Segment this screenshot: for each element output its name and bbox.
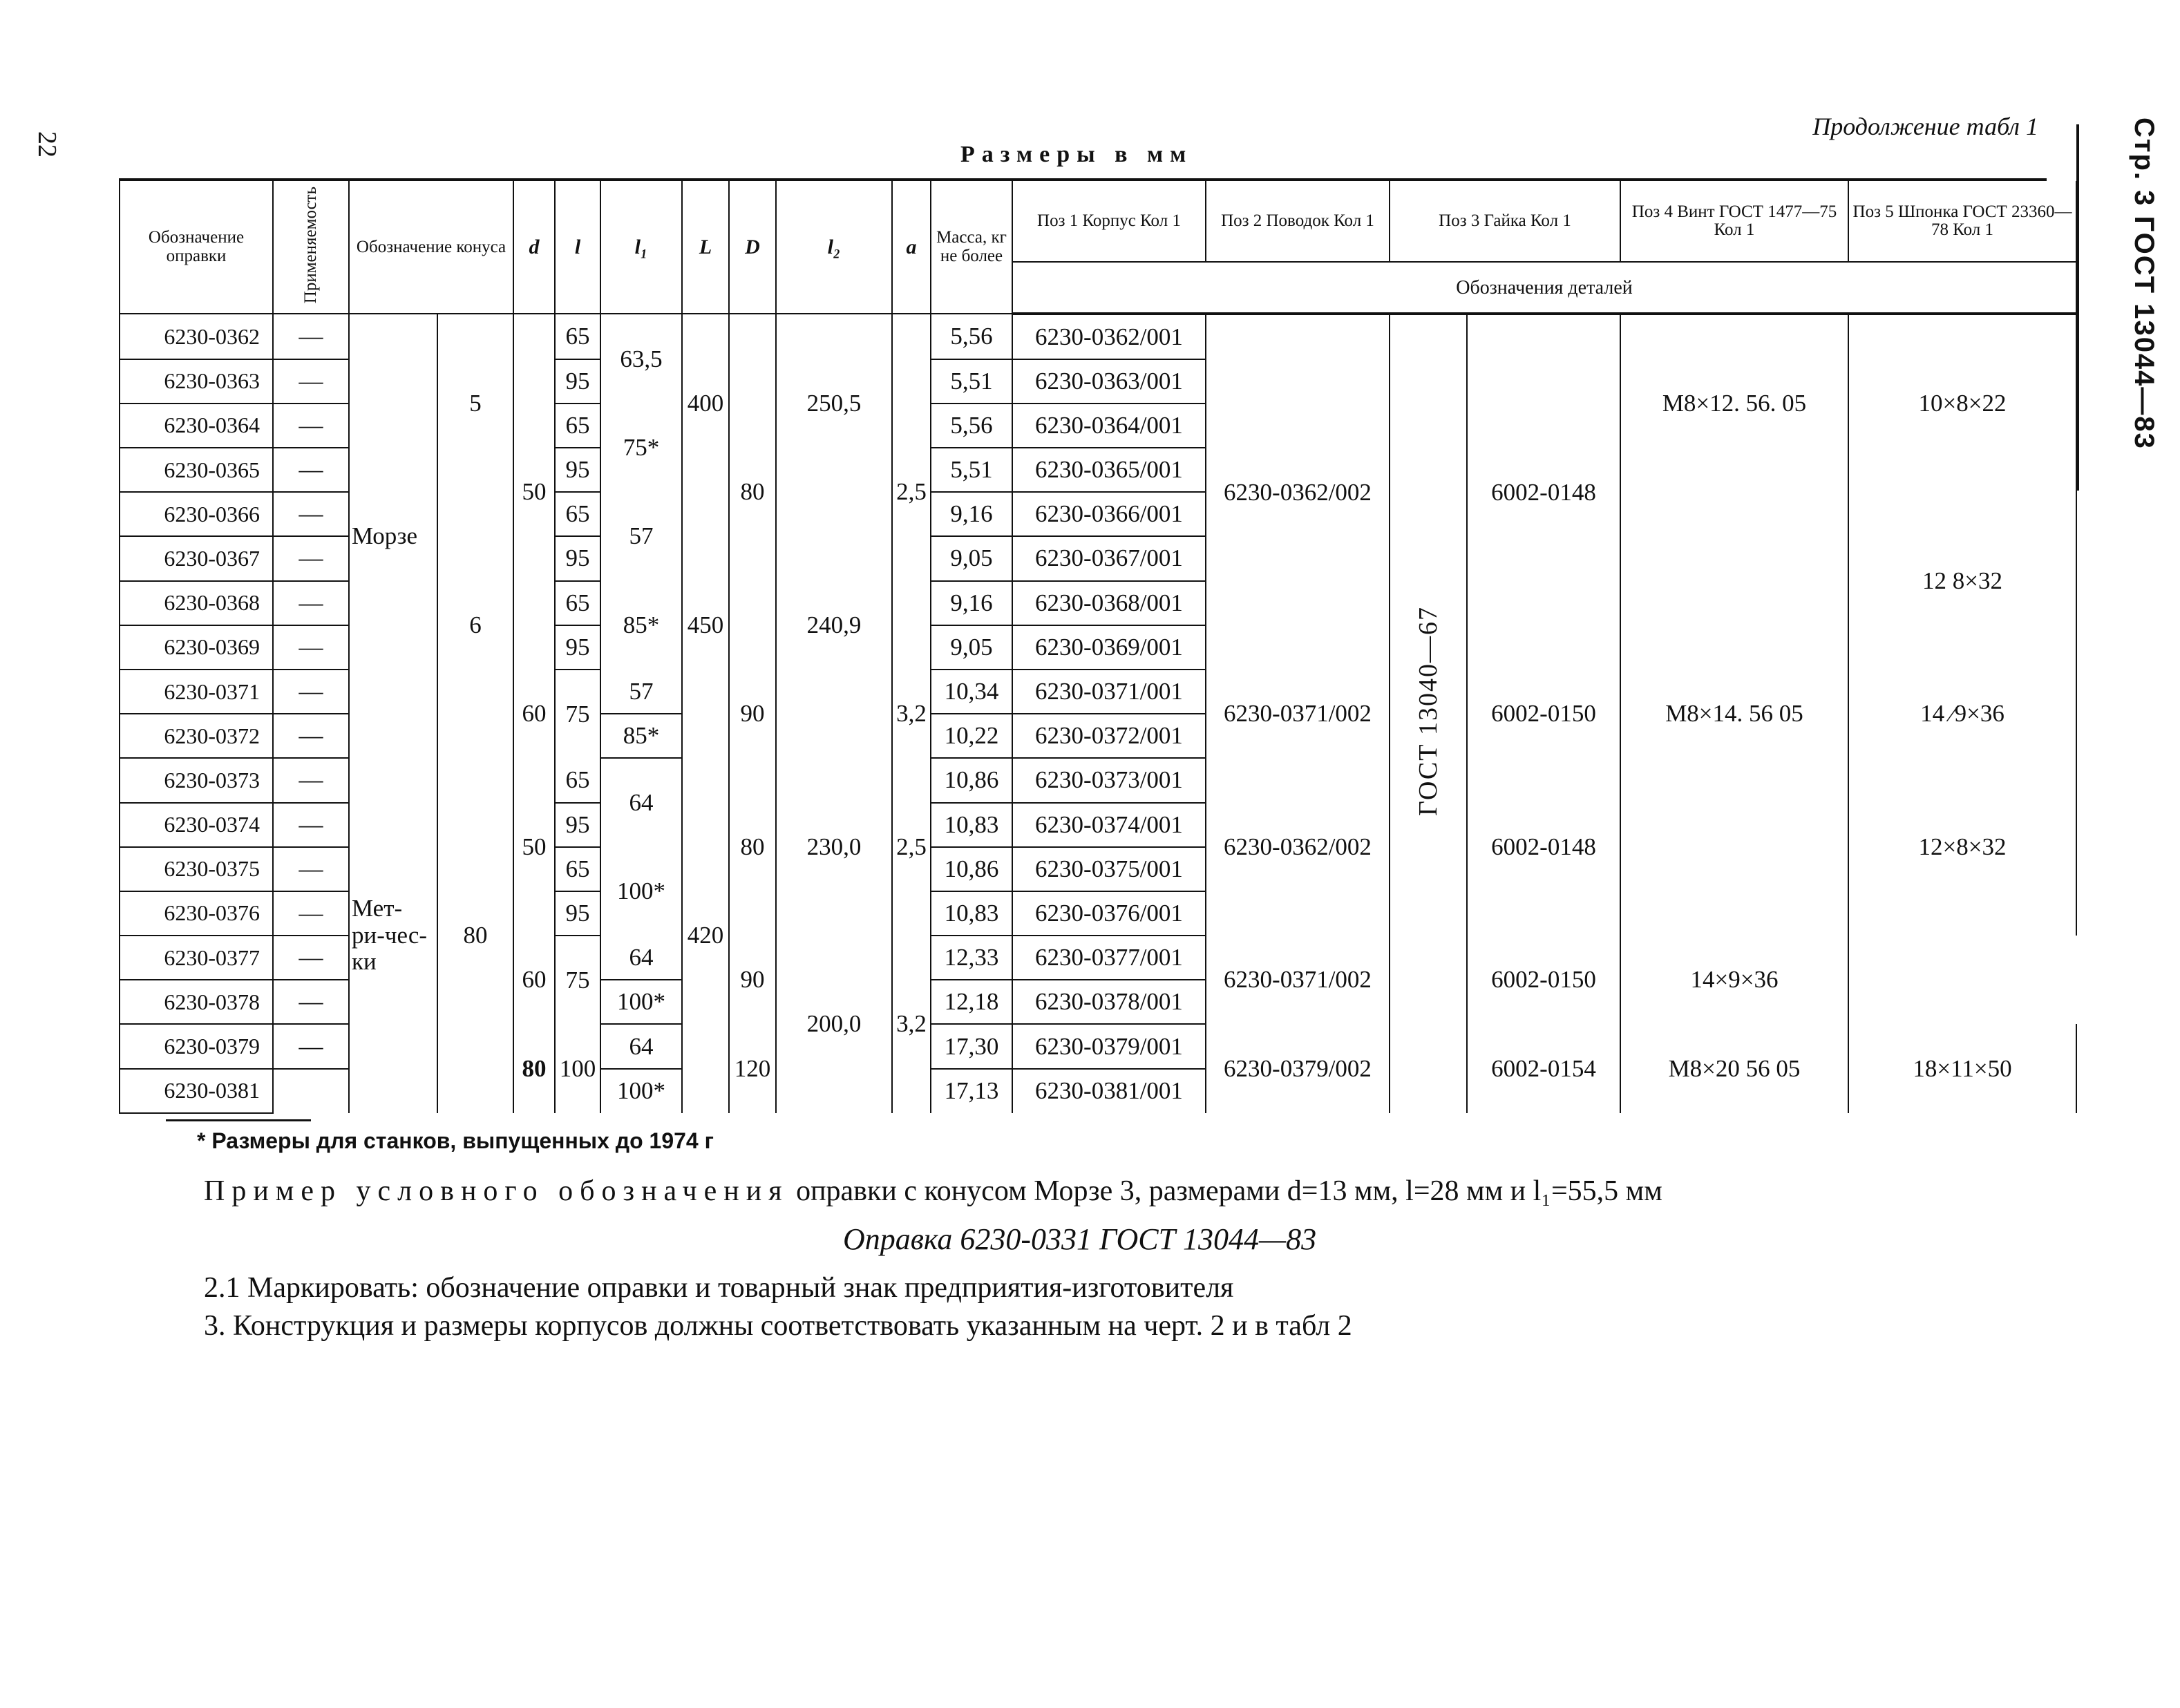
pos5-cell: 14×9×36 [1620,936,1848,1024]
l1-cell: 100* [600,980,682,1024]
pos2-cell: 6230-0371/002 [1206,936,1390,1024]
pos4-cell: М8×14. 56 05 [1620,492,1848,936]
mass-cell: 9,16 [931,581,1012,625]
mass-cell: 9,05 [931,536,1012,580]
applicability-cell: — [273,847,349,891]
mandrel-dimensions-table [119,181,2077,1114]
d-cell: 50 [513,314,555,670]
d-cell: 50 [513,758,555,936]
mass-cell: 10,83 [931,803,1012,847]
designation-cell: 6230-0381 [120,1069,273,1113]
designation-cell: 6230-0362 [120,314,273,359]
header-L: L [682,181,729,314]
l2-cell: 240,9 [776,492,892,758]
l2-cell: 250,5 [776,314,892,492]
header-designation: Обозначение оправки [120,181,273,314]
table-row [120,314,2076,359]
D-cell: 80 [729,758,776,936]
applicability-cell: — [273,536,349,580]
mass-cell: 10,34 [931,670,1012,714]
mass-cell: 17,30 [931,1024,1012,1068]
pos1-cell: 6230-0362/001 [1012,314,1206,359]
pos3-standard: ГОСТ 13040—67 [1390,314,1467,1112]
header-details: Обозначения деталей [1012,262,2076,314]
table-continuation-label: Продолжение табл 1 [1812,113,2038,140]
header-pos1: Поз 1 Корпус Кол 1 [1012,181,1206,262]
d-cell: 60 [513,936,555,1024]
header-a: a [892,181,931,314]
header-l1: l₁ [600,181,682,314]
a-cell: 3,2 [892,936,931,1113]
mass-cell: 17,13 [931,1069,1012,1113]
pos1-cell: 6230-0364/001 [1012,404,1206,448]
pos3-cell: 6002-0150 [1467,670,1620,758]
pos1-cell: 6230-0371/001 [1012,670,1206,714]
pos3-cell: 6002-0148 [1467,314,1620,670]
mass-cell: 9,05 [931,625,1012,670]
l1-cell: 85* [600,714,682,758]
header-d: d [513,181,555,314]
l-cell: 65 [555,847,600,891]
designation-cell: 6230-0379 [120,1024,273,1068]
designation-cell: 6230-0377 [120,936,273,980]
pos2-cell: 6230-0362/002 [1206,314,1390,670]
l1-cell: 100* [600,1069,682,1113]
header-D: D [729,181,776,314]
example-lead: Пример условного обозначения [204,1175,789,1207]
applicability-cell: — [273,758,349,802]
cone-number: 80 [437,758,513,1113]
paragraph-2-1: 2.1 Маркировать: обозначение оправки и товарный знак предприятия-изготовителя [204,1272,1234,1304]
pos1-cell: 6230-0368/001 [1012,581,1206,625]
pos4-cell: М8×12. 56. 05 [1620,314,1848,492]
l1-cell: 57 [600,670,682,714]
l1-cell: 64 [600,936,682,980]
footnote: * Размеры для станков, выпущенных до 1974 г [197,1128,714,1153]
designation-cell: 6230-0363 [120,359,273,404]
example-text: оправки с конусом Морзе 3, размерами d=13 мм, l=28 мм и l₁=55,5 мм [796,1175,1662,1207]
mass-cell: 5,56 [931,404,1012,448]
l-cell: 95 [555,625,600,670]
mass-cell: 5,56 [931,314,1012,359]
designation-cell: 6230-0375 [120,847,273,891]
applicability-cell: — [273,404,349,448]
pos1-cell: 6230-0377/001 [1012,936,1206,980]
header-pos4: Поз 4 Винт ГОСТ 1477—75 Кол 1 [1620,181,1848,262]
header-l: l [555,181,600,314]
mass-cell: 10,86 [931,758,1012,802]
pos5-cell: 10×8×22 [1848,314,2076,492]
designation-cell: 6230-0369 [120,625,273,670]
pos5-cell: 12 8×32 [1848,492,2076,670]
l1-cell: 57 [600,492,682,580]
example-designation: Оправка 6230-0331 ГОСТ 13044—83 [843,1222,1317,1256]
mass-cell: 5,51 [931,359,1012,404]
l-cell: 95 [555,536,600,580]
l-cell: 100 [555,1024,600,1112]
l-cell: 75 [555,670,600,758]
pos1-cell: 6230-0369/001 [1012,625,1206,670]
header-pos5: Поз 5 Шпонка ГОСТ 23360—78 Кол 1 [1848,181,2076,262]
page-number: 22 [32,131,61,158]
paragraph-3: 3. Конструкция и размеры корпусов должны соответствовать указанным на черт. 2 и в табл 2 [204,1310,1352,1342]
l1-cell: 85* [600,581,682,670]
l-cell: 75 [555,936,600,1024]
pos3-cell: 6002-0148 [1467,758,1620,936]
d-cell: 60 [513,670,555,758]
mass-cell: 10,83 [931,891,1012,936]
pos2-cell: 6230-0379/002 [1206,1024,1390,1112]
designation-cell: 6230-0366 [120,492,273,536]
l-cell: 65 [555,314,600,359]
l-cell: 95 [555,359,600,404]
header-pos2: Поз 2 Поводок Кол 1 [1206,181,1390,262]
designation-cell: 6230-0376 [120,891,273,936]
cone-metric: Мет-ри-чес-ки [349,758,437,1113]
applicability-cell: — [273,670,349,714]
cone-number: 6 [437,492,513,758]
mass-cell: 10,86 [931,847,1012,891]
header-applicability: Применяемость [273,181,349,314]
cone-morse: Морзе [349,314,437,758]
l1-cell: 75* [600,404,682,492]
designation-cell: 6230-0368 [120,581,273,625]
pos1-cell: 6230-0366/001 [1012,492,1206,536]
pos1-cell: 6230-0374/001 [1012,803,1206,847]
L-cell: 450 [682,492,729,758]
pos3-cell: 6002-0150 [1467,936,1620,1024]
pos2-cell: 6230-0362/002 [1206,758,1390,936]
pos1-cell: 6230-0381/001 [1012,1069,1206,1113]
l1-cell: 63,5 [600,314,682,403]
l-cell: 65 [555,492,600,536]
designation-cell: 6230-0374 [120,803,273,847]
D-cell: 90 [729,936,776,1024]
pos1-cell: 6230-0373/001 [1012,758,1206,802]
pos3-cell: 6002-0154 [1467,1024,1620,1112]
a-cell: 3,2 [892,670,931,758]
D-cell: 120 [729,1024,776,1112]
pos1-cell: 6230-0367/001 [1012,536,1206,580]
pos5-cell: 14 ⁄9×36 [1848,670,2076,758]
mass-cell: 9,16 [931,492,1012,536]
D-cell: 80 [729,314,776,670]
pos1-cell: 6230-0378/001 [1012,980,1206,1024]
mass-cell: 5,51 [931,448,1012,492]
designation-cell: 6230-0371 [120,670,273,714]
l-cell: 95 [555,803,600,847]
pos5-cell: 12×8×32 [1848,758,2076,936]
pos1-cell: 6230-0379/001 [1012,1024,1206,1068]
pos4-cell: М8×20 56 05 [1620,1024,1848,1112]
mass-cell: 10,22 [931,714,1012,758]
applicability-cell: — [273,1024,349,1068]
applicability-cell: — [273,803,349,847]
pos5-cell: 18×11×50 [1848,1024,2076,1112]
l-cell: 65 [555,404,600,448]
designation-cell: 6230-0365 [120,448,273,492]
a-cell: 2,5 [892,758,931,936]
a-cell: 2,5 [892,314,931,670]
applicability-cell: — [273,625,349,670]
L-cell: 400 [682,314,729,492]
example-line [204,1175,1662,1208]
mass-cell: 12,18 [931,980,1012,1024]
header-pos3: Поз 3 Гайка Кол 1 [1390,181,1620,262]
D-cell: 90 [729,670,776,758]
applicability-cell: — [273,359,349,404]
side-standard-label: Стр. 3 ГОСТ 13044—83 [2129,117,2159,450]
pos1-cell: 6230-0375/001 [1012,847,1206,891]
designation-cell: 6230-0378 [120,980,273,1024]
l1-cell: 100* [600,847,682,936]
applicability-cell: — [273,492,349,536]
l2-cell: 230,0 [776,758,892,936]
cone-number: 5 [437,314,513,492]
applicability-cell: — [273,448,349,492]
designation-cell: 6230-0372 [120,714,273,758]
applicability-cell: — [273,980,349,1024]
l1-cell: 64 [600,1024,682,1068]
d-cell: 80 [513,1024,555,1112]
l1-cell: 64 [600,758,682,846]
applicability-cell: — [273,581,349,625]
pos1-cell: 6230-0363/001 [1012,359,1206,404]
units-caption: Размеры в мм [960,142,1193,167]
l-cell: 65 [555,581,600,625]
pos2-cell: 6230-0371/002 [1206,670,1390,758]
l-cell: 95 [555,448,600,492]
header-mass: Масса, кг не более [931,181,1012,314]
header-cone: Обозначение конуса [349,181,513,314]
l2-cell: 200,0 [776,936,892,1113]
pos1-cell: 6230-0365/001 [1012,448,1206,492]
applicability-cell: — [273,936,349,980]
pos1-cell: 6230-0376/001 [1012,891,1206,936]
l-cell: 95 [555,891,600,936]
l-cell: 65 [555,758,600,802]
applicability-cell: — [273,891,349,936]
L-cell: 420 [682,758,729,1113]
designation-cell: 6230-0367 [120,536,273,580]
applicability-cell: — [273,714,349,758]
footnote-rule [166,1119,311,1121]
pos1-cell: 6230-0372/001 [1012,714,1206,758]
applicability-cell [273,1069,349,1113]
header-l2: l₂ [776,181,892,314]
applicability-cell: — [273,314,349,359]
mass-cell: 12,33 [931,936,1012,980]
designation-cell: 6230-0373 [120,758,273,802]
designation-cell: 6230-0364 [120,404,273,448]
